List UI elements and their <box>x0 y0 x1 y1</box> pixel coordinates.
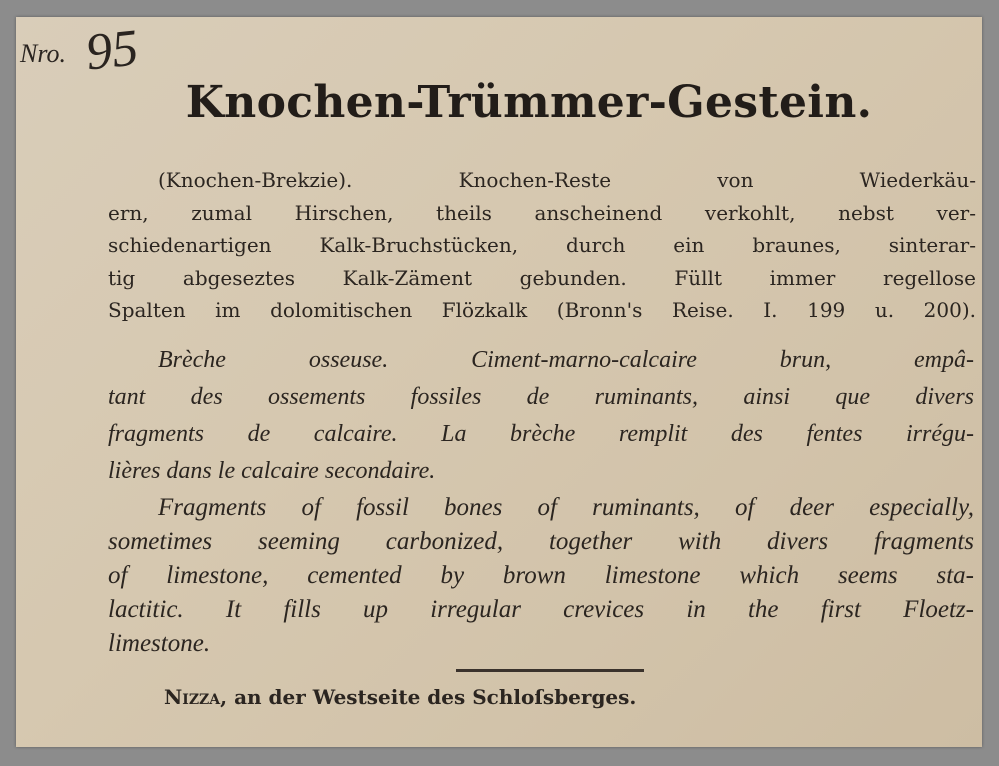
divider-rule <box>456 669 644 672</box>
german-line: ern, zumal Hirschen, theils anscheinend verkohlt, nebst ver- <box>108 200 976 225</box>
german-line: schiedenartigen Kalk-Bruchstücken, durch ein braunes, sinterar- <box>108 233 976 257</box>
english-line: sometimes seeming carbonized, together with divers fragments <box>108 528 974 555</box>
german-description <box>108 164 976 327</box>
english-line: lactitic. It fills up irregular crevices in the first Floetz- <box>108 596 974 623</box>
english-line: limestone. <box>108 630 211 657</box>
german-line: Spalten im dolomitischen Flözkalk (Bronn's Reise. I. 199 u. 200). <box>108 298 976 322</box>
french-description <box>108 342 974 490</box>
handwritten-number: 95 <box>83 19 141 82</box>
locality <box>164 685 636 709</box>
english-line: Fragments of fossil bones of ruminants, of deer especially, <box>158 494 974 521</box>
english-line: of limestone, cemented by brown limestone which seems sta- <box>108 562 974 589</box>
label-title: Knochen-Trümmer-Gestein. <box>185 77 873 128</box>
english-description <box>108 491 974 661</box>
french-line: fragments de calcaire. La brèche remplit des fentes irrégu- <box>108 421 974 447</box>
locality-place: Nizza <box>164 685 221 709</box>
french-line: lières dans le calcaire secondaire. <box>108 458 436 484</box>
specimen-label <box>16 17 982 747</box>
german-line: tig abgeseztes Kalk-Zäment gebunden. Füllt immer regellose <box>108 265 976 290</box>
locality-detail: , an der Westseite des Schloſsberges. <box>220 685 637 709</box>
german-line: (Knochen-Brekzie). Knochen-Reste von Wiederkäu- <box>158 168 976 192</box>
french-line: tant des ossements fossiles de ruminants, ainsi que divers <box>108 384 974 410</box>
number-prefix: Nro. <box>20 39 66 68</box>
french-line: Brèche osseuse. Ciment-marno-calcaire brun, empâ- <box>158 347 974 373</box>
